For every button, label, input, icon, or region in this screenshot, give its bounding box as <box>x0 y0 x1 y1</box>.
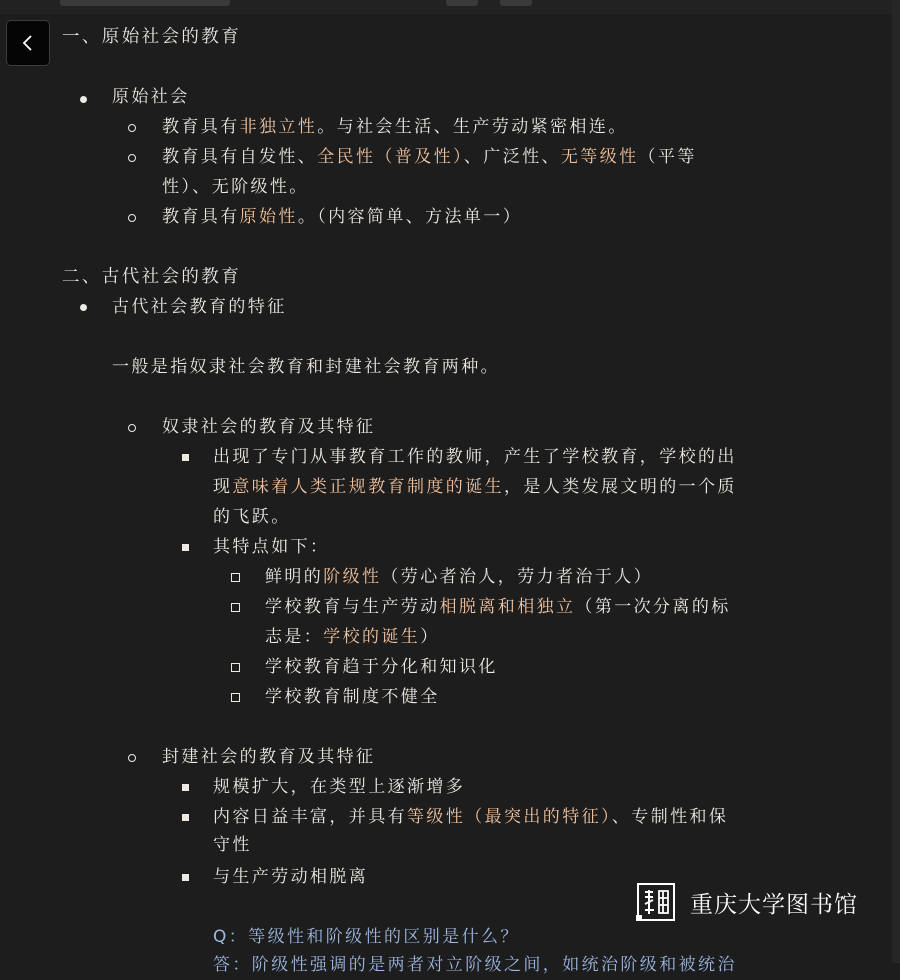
text-span: （第一次分离的标 <box>575 597 731 617</box>
bullet-circle <box>128 754 136 762</box>
bullet-hollow-square <box>231 603 240 612</box>
highlight-text: 相脱离和相独立 <box>439 597 576 617</box>
text-span: （平等 <box>638 147 697 167</box>
bullet-dot <box>80 304 87 311</box>
bullet-dot <box>80 96 87 103</box>
list-item-continuation <box>213 472 737 502</box>
highlight-text: 等级性（最突出的特征） <box>407 807 612 827</box>
text-span: 、专制性和保 <box>611 807 729 827</box>
list-item: 学校教育制度不健全 <box>265 687 440 707</box>
watermark-text: 重庆大学图书馆 <box>690 891 858 918</box>
list-item: 奴隶社会的教育及其特征 <box>162 417 376 437</box>
top-tab[interactable] <box>446 0 478 6</box>
bullet-square <box>182 814 189 821</box>
bullet-square <box>182 454 189 461</box>
list-item <box>162 112 628 142</box>
bullet-square <box>182 544 189 551</box>
text-span: 鲜明的 <box>265 567 324 587</box>
list-item: 古代社会教育的特征 <box>112 297 287 317</box>
highlight-text: 无等级性 <box>560 147 639 167</box>
list-item <box>162 142 697 172</box>
list-item: 封建社会的教育及其特征 <box>162 747 376 767</box>
bullet-circle <box>128 154 136 162</box>
list-item <box>265 592 731 622</box>
list-item-continuation: 守性 <box>213 835 252 855</box>
text-span: （劳心者治人，劳力者治于人） <box>381 567 654 587</box>
back-button[interactable] <box>6 20 50 66</box>
text-span: 学校教育与生产劳动 <box>265 597 440 617</box>
text-span: 教育具有 <box>162 207 240 227</box>
scroll-edge <box>892 0 900 963</box>
bullet-square <box>182 784 189 791</box>
bullet-circle <box>128 214 136 222</box>
bullet-circle <box>128 424 136 432</box>
text-span: 。与社会生活、生产劳动紧密相连。 <box>317 117 628 137</box>
list-item: 学校教育趋于分化和知识化 <box>265 657 498 677</box>
chevron-left-icon <box>21 33 35 53</box>
text-span: 内容日益丰富，并具有 <box>213 807 407 827</box>
paragraph: 一般是指奴隶社会教育和封建社会教育两种。 <box>112 357 500 377</box>
text-span: ） <box>420 627 440 647</box>
library-watermark <box>636 882 858 922</box>
text-span: 、广泛性、 <box>463 147 561 167</box>
highlight-text: 意味着人类正规教育制度的诞生 <box>232 477 505 497</box>
list-item <box>213 802 728 832</box>
list-item-continuation: 的飞跃。 <box>213 507 291 527</box>
text-span: 。（内容简单、方法单一） <box>297 207 523 227</box>
highlight-text: 阶级性 <box>323 567 382 587</box>
list-item: 原始社会 <box>112 87 190 107</box>
bullet-hollow-square <box>231 663 240 672</box>
top-tab[interactable] <box>60 0 230 6</box>
highlight-text: 全民性（普及性） <box>317 147 464 167</box>
section-heading: 二、古代社会的教育 <box>62 267 242 287</box>
bullet-circle <box>128 124 136 132</box>
question-text: Q：等级性和阶级性的区别是什么？ <box>213 927 520 947</box>
text-span: 教育具有自发性、 <box>162 147 318 167</box>
bullet-hollow-square <box>231 693 240 702</box>
text-span: 志是： <box>265 627 324 647</box>
top-bar <box>0 0 900 14</box>
library-seal-logo <box>636 882 676 922</box>
section-heading: 一、原始社会的教育 <box>62 27 242 47</box>
text-span: 现 <box>213 477 233 497</box>
highlight-text: 原始性 <box>239 207 298 227</box>
bullet-square <box>182 874 189 881</box>
highlight-text: 学校的诞生 <box>323 627 421 647</box>
list-item-continuation <box>265 622 440 652</box>
list-item: 与生产劳动相脱离 <box>213 867 369 887</box>
bullet-hollow-square <box>231 573 240 582</box>
list-item: 其特点如下： <box>213 537 330 557</box>
highlight-text: 非独立性 <box>239 117 318 137</box>
list-item: 规模扩大，在类型上逐渐增多 <box>213 777 466 797</box>
list-item: 出现了专门从事教育工作的教师，产生了学校教育，学校的出 <box>213 447 737 467</box>
text-span: 教育具有 <box>162 117 240 137</box>
text-span: ，是人类发展文明的一个质 <box>504 477 737 497</box>
list-item <box>162 202 522 232</box>
list-item-continuation: 性）、无阶级性。 <box>162 177 309 197</box>
answer-text: 答：阶级性强调的是两者对立阶级之间，如统治阶级和被统治 <box>213 955 737 975</box>
top-tab[interactable] <box>500 0 532 6</box>
list-item <box>265 562 653 592</box>
